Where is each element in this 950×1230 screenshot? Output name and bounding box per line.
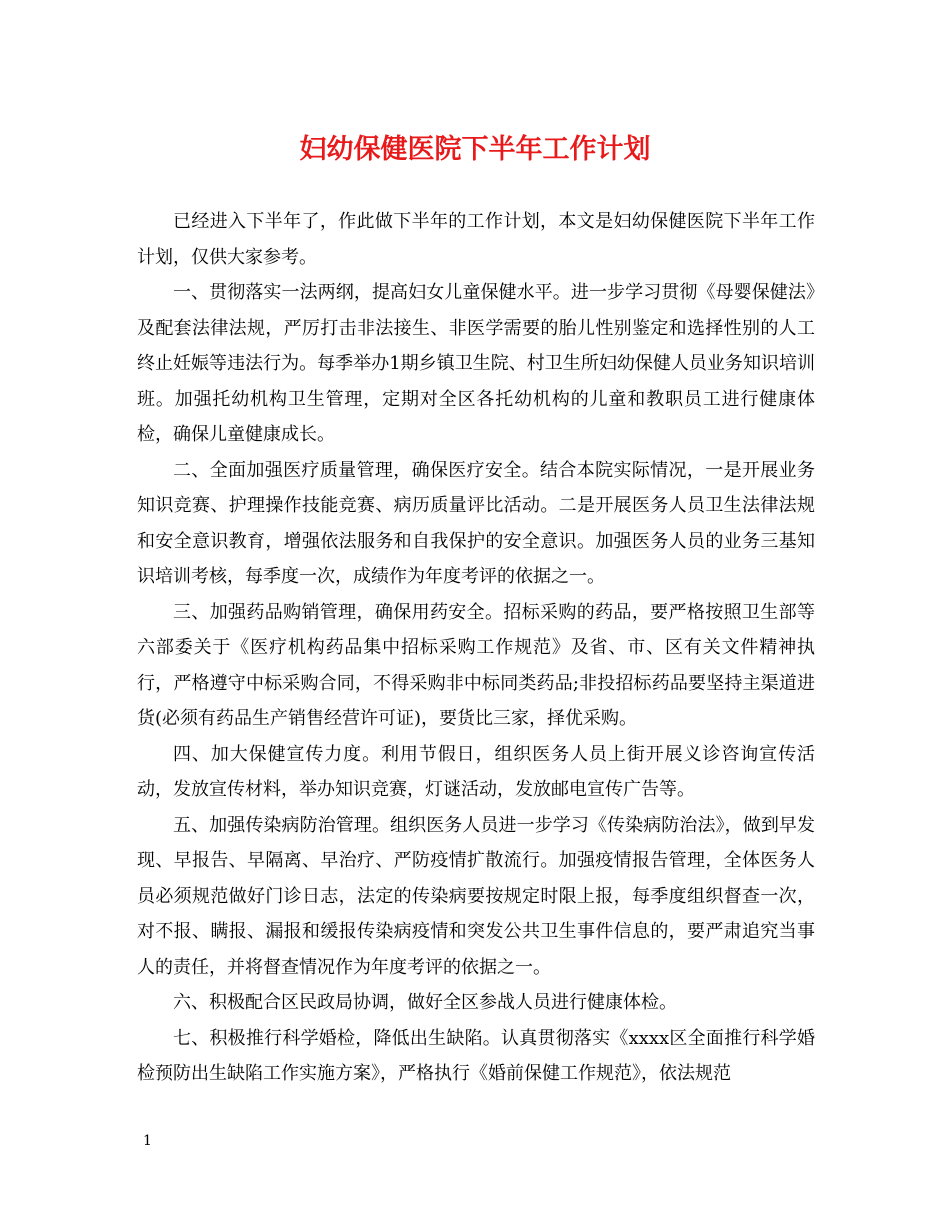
- paragraph-section-2: 二、全面加强医疗质量管理，确保医疗安全。结合本院实际情况，一是开展业务知识竞赛、护理操作技能竞赛、病历质量评比活动。二是开展医务人员卫生法律法规和安全意识教育，增强依法服务和自我保护的安全意识。加强医务人员的业务三基知识培训考核，每季度一次，成绩作为年度考评的依据之一。: [137, 459, 815, 587]
- paragraph-section-5: 五、加强传染病防治管理。组织医务人员进一步学习《传染病防治法》，做到早发现、早报告、早隔离、早治疗、严防疫情扩散流行。加强疫情报告管理，全体医务人员必须规范做好门诊日志，法定的传染病要按规定时限上报，每季度组织督查一次，对不报、瞒报、漏报和缓报传染病疫情和突发公共卫生事件信息的，要严肃追究当事人的责任，并将督查情况作为年度考评的依据之一。: [137, 814, 815, 978]
- paragraph-section-1: 一、贯彻落实一法两纲，提高妇女儿童保健水平。进一步学习贯彻《母婴保健法》及配套法律法规，严厉打击非法接生、非医学需要的胎儿性别鉴定和选择性别的人工终止妊娠等违法行为。每季举办1期乡镇卫生院、村卫生所妇幼保健人员业务知识培训班。加强托幼机构卫生管理，定期对全区各托幼机构的儿童和教职员工进行健康体检，确保儿童健康成长。: [137, 282, 815, 445]
- document-title: 妇幼保健医院下半年工作计划: [299, 134, 651, 165]
- paragraph-section-3: 三、加强药品购销管理，确保用药安全。招标采购的药品，要严格按照卫生部等六部委关于《医疗机构药品集中招标采购工作规范》及省、市、区有关文件精神执行，严格遵守中标采购合同，不得采购非中标同类药品;非投招标药品要坚持主渠道进货(必须有药品生产销售经营许可证)，要货比三家，择优采购。: [137, 601, 815, 729]
- paragraph-section-7: 七、积极推行科学婚检，降低出生缺陷。认真贯彻落实《xxxx区全面推行科学婚检预防出生缺陷工作实施方案》，严格执行《婚前保健工作规范》，依法规范: [137, 1027, 815, 1084]
- paragraph-intro: 已经进入下半年了，作此做下半年的工作计划，本文是妇幼保健医院下半年工作计划，仅供大家参考。: [137, 211, 815, 268]
- page-number: 1: [143, 1133, 152, 1149]
- paragraph-section-4: 四、加大保健宣传力度。利用节假日，组织医务人员上街开展义诊咨询宣传活动，发放宣传材料，举办知识竞赛，灯谜活动，发放邮电宣传广告等。: [137, 743, 815, 800]
- paragraph-section-6: 六、积极配合区民政局协调，做好全区参战人员进行健康体检。: [173, 992, 677, 1013]
- document-body: [137, 204, 815, 1092]
